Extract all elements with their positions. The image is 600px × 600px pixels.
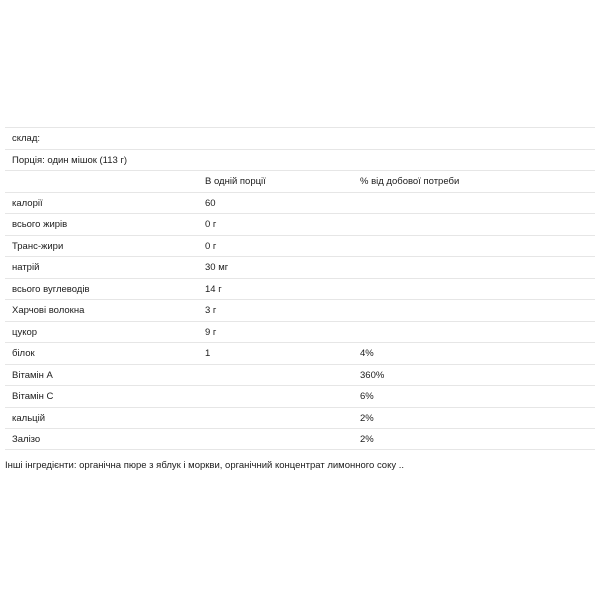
table-row <box>5 213 595 235</box>
nutrient-name: Вітамін С <box>12 391 54 402</box>
nutrition-table <box>5 127 595 450</box>
table-row <box>5 278 595 300</box>
table-row <box>5 407 595 429</box>
nutrient-amount: 9 г <box>205 326 217 338</box>
nutrient-amount: 1 <box>205 348 211 359</box>
table-row <box>5 192 595 214</box>
nutrient-name: Транс-жири <box>12 240 64 252</box>
nutrient-name: цукор <box>12 326 38 338</box>
table-row <box>5 321 595 343</box>
table-row <box>5 428 595 450</box>
nutrient-name: білок <box>12 348 35 359</box>
ingredients-note: Інші інгредієнти: органічна пюре з яблук і моркви, органічний концентрат лимонного соку .. <box>5 460 405 471</box>
table-row <box>5 385 595 407</box>
nutrient-name: калорії <box>12 197 43 209</box>
composition-label: склад: <box>12 133 41 144</box>
table-row <box>5 235 595 257</box>
nutrient-amount: 3 г <box>205 305 217 316</box>
nutrient-name: всього жирів <box>12 219 68 230</box>
nutrient-amount: 60 <box>205 197 216 209</box>
table-row <box>5 299 595 321</box>
header-per-serving: В одній порції <box>205 176 266 187</box>
header-row <box>5 170 595 192</box>
composition-row <box>5 127 595 149</box>
nutrient-dv: 4% <box>360 348 374 359</box>
nutrient-dv: 2% <box>360 412 374 424</box>
nutrient-amount: 0 г <box>205 219 217 230</box>
nutrient-dv: 2% <box>360 434 374 445</box>
nutrient-name: всього вуглеводів <box>12 283 90 295</box>
nutrient-name: Вітамін А <box>12 369 53 381</box>
nutrient-amount: 14 г <box>205 283 222 295</box>
nutrient-name: кальцій <box>12 412 45 424</box>
nutrient-dv: 6% <box>360 391 374 402</box>
nutrient-name: Залізо <box>12 434 41 445</box>
nutrient-name: натрій <box>12 262 40 273</box>
nutrient-dv: 360% <box>360 369 385 381</box>
serving-row <box>5 149 595 171</box>
nutrient-amount: 0 г <box>205 240 217 252</box>
serving-size: Порція: один мішок (113 г) <box>12 154 128 166</box>
header-daily-value: % від добової потреби <box>360 176 460 187</box>
table-row <box>5 342 595 364</box>
table-row <box>5 256 595 278</box>
nutrient-amount: 30 мг <box>205 262 229 273</box>
table-row <box>5 364 595 386</box>
nutrient-name: Харчові волокна <box>12 305 85 316</box>
